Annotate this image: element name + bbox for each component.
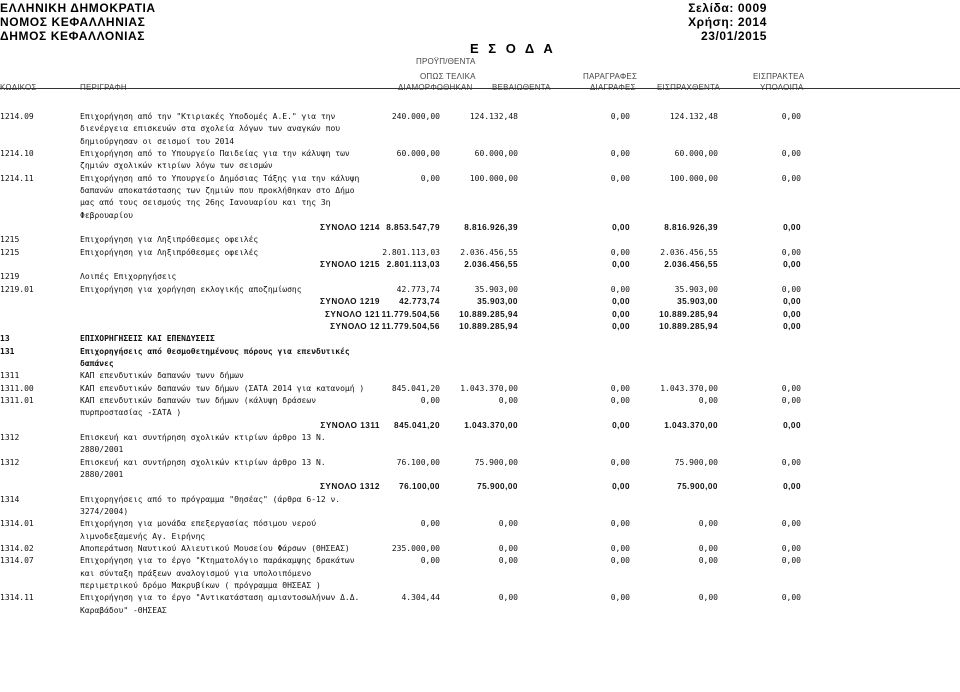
row-code: 1314.07 (0, 556, 34, 566)
row-description: Επιχορήγηση για χορήγηση εκλογικής αποζημίωσης (80, 284, 302, 294)
total-row (0, 260, 960, 272)
value-diagrafes: 0,00 (610, 173, 630, 183)
col-head-eispraktea: ΕΙΣΠΡΑΚΤΕΑ (753, 72, 805, 81)
row-description: Αποπεράτωση Ναυτικού Αλιευτικού Μουσείου Φάρσων (ΘΗΣΕΑΣ) (80, 544, 350, 554)
table-row (0, 396, 960, 408)
table-row (0, 137, 960, 149)
row-code: 1214.11 (0, 173, 34, 183)
value-ypoloipa: 0,00 (781, 112, 801, 121)
value-diagrafes: 0,00 (612, 482, 630, 492)
col-head-prov: ΠΡΟΫΠ/ΘΕΝΤΑ (416, 57, 476, 66)
table-row (0, 347, 960, 359)
row-code: 1311.00 (0, 383, 34, 393)
revenue-table (0, 112, 960, 618)
table-row (0, 272, 960, 284)
value-eisprachthenta: 75.900,00 (674, 457, 718, 467)
value-ypoloipa: 0,00 (783, 482, 801, 492)
row-description: Καραβάδου" -ΘΗΣΕΑΣ (80, 605, 167, 615)
value-eisprachthenta: 2.036.456,55 (664, 260, 718, 270)
value-diamorfothikan: 11.779.504,56 (381, 309, 440, 319)
total-label: ΣΥΝΟΛΟ 1219 (319, 297, 380, 307)
value-diamorfothikan: 2.801.113,03 (382, 247, 440, 257)
table-row (0, 384, 960, 396)
row-description: ΚΑΠ επενδυτικών δαπανών τωνν δήμων (80, 371, 244, 381)
total-label: ΣΥΝΟΛΟ 1214 (319, 223, 380, 233)
table-row (0, 408, 960, 420)
value-diamorfothikan: 8.853.547,79 (386, 223, 440, 233)
value-eisprachthenta: 8.816.926,39 (664, 223, 718, 233)
org-name: ΕΛΛΗΝΙΚΗ ΔΗΜΟΚΡΑΤΙΑ (0, 1, 156, 15)
value-eisprachthenta: 0,00 (698, 519, 718, 529)
value-bebaiothenta: 2.036.456,55 (460, 247, 518, 257)
table-row (0, 248, 960, 260)
table-row (0, 606, 960, 618)
row-description: Επιχορήγηση για μονάδα επεξεργασίας πόσιμου νερού (80, 519, 317, 529)
value-diagrafes: 0,00 (612, 321, 630, 331)
row-description: δημιούργησαν οι σεισμοί του 2014 (80, 136, 235, 146)
table-row (0, 149, 960, 161)
value-eisprachthenta: 0,00 (698, 395, 718, 405)
row-description: μας από τους σεισμούς της 26ης Ιανουαρίου και της 3η (80, 198, 331, 208)
value-eisprachthenta: 0,00 (698, 544, 718, 554)
value-eisprachthenta: 60.000,00 (674, 149, 718, 159)
value-bebaiothenta: 0,00 (498, 395, 518, 405)
row-description: Επιχορήγηση από την "Κτιριακές Υποδομές Α.Ε." για την (80, 112, 336, 121)
row-code: 1311.01 (0, 395, 34, 405)
total-label: ΣΥΝΟΛΟ 1312 (319, 482, 380, 492)
value-bebaiothenta: 124.132,48 (469, 112, 518, 121)
value-diamorfothikan: 0,00 (420, 395, 440, 405)
value-eisprachthenta: 1.043.370,00 (660, 383, 718, 393)
row-code: 1219.01 (0, 284, 34, 294)
value-eisprachthenta: 2.036.456,55 (660, 247, 718, 257)
row-code: 1314.01 (0, 519, 34, 529)
table-row (0, 112, 960, 124)
row-description: ζημιών σχολικών κτιρίων λόγω των σεισμών (80, 161, 273, 171)
value-diagrafes: 0,00 (612, 260, 630, 270)
row-description: πυρπροστασίας -ΣΑΤΑ ) (80, 408, 182, 418)
row-description: ΚΑΠ επενδυτικών δαπανών των δήμων (κάλυψη δράσεων (80, 395, 317, 405)
value-ypoloipa: 0,00 (783, 260, 801, 270)
row-code: 1215 (0, 235, 20, 245)
table-row (0, 161, 960, 173)
prefecture-name: ΝΟΜΟΣ ΚΕΦΑΛΛΗΝΙΑΣ (0, 15, 146, 29)
value-ypoloipa: 0,00 (783, 223, 801, 233)
table-row (0, 569, 960, 581)
col-head-parag: ΠΑΡΑΓΡΑΦΕΣ (583, 72, 638, 81)
row-description: Επισκευή και συντήρηση σχολικών κτιρίων άρθρο 13 Ν. (80, 432, 326, 442)
value-bebaiothenta: 1.043.370,00 (460, 383, 518, 393)
row-code: 1312 (0, 457, 20, 467)
value-bebaiothenta: 100.000,00 (469, 173, 518, 183)
row-code: 1314.02 (0, 544, 34, 554)
row-description: Επιχορηγήσεις από θεσμοθετημένους πόρους για επενδυτικές (80, 346, 350, 356)
value-ypoloipa: 0,00 (781, 556, 801, 566)
row-description: Φεβρουαρίου (80, 210, 133, 220)
value-diamorfothikan: 76.100,00 (399, 482, 440, 492)
value-diamorfothikan: 42.773,74 (399, 297, 440, 307)
table-row (0, 334, 960, 346)
row-code: 13 (0, 334, 10, 344)
value-diamorfothikan: 0,00 (420, 556, 440, 566)
row-code: 131 (0, 346, 15, 356)
row-description: ΚΑΠ επενδυτικών δαπανών των δήμων (ΣΑΤΑ 2014 για κατανομή ) (80, 383, 365, 393)
total-row (0, 223, 960, 235)
value-bebaiothenta: 10.889.285,94 (459, 309, 518, 319)
table-row (0, 470, 960, 482)
table-row (0, 519, 960, 531)
value-eisprachthenta: 100.000,00 (669, 173, 718, 183)
value-diagrafes: 0,00 (610, 149, 630, 159)
value-ypoloipa: 0,00 (781, 173, 801, 183)
table-row (0, 186, 960, 198)
table-row (0, 507, 960, 519)
page-title: Ε Σ Ο Δ Α (470, 41, 556, 56)
row-description: Επιχορήγηση για Ληξιπρόθεσμες οφειλές (80, 247, 259, 257)
value-ypoloipa: 0,00 (783, 321, 801, 331)
value-ypoloipa: 0,00 (781, 149, 801, 159)
row-description: Επιχορήγηση για Ληξιπρόθεσμες οφειλές (80, 235, 259, 245)
table-row (0, 532, 960, 544)
value-ypoloipa: 0,00 (781, 593, 801, 603)
value-bebaiothenta: 0,00 (498, 556, 518, 566)
total-label: ΣΥΝΟΛΟ 121 (325, 309, 380, 319)
value-bebaiothenta: 8.816.926,39 (464, 223, 518, 233)
table-row (0, 359, 960, 371)
row-description: Επιχορηγήσεις από το πρόγραμμα "Θησέας" (άρθρα 6-12 ν. (80, 494, 341, 504)
row-code: 1314 (0, 494, 20, 504)
value-diagrafes: 0,00 (610, 544, 630, 554)
table-row (0, 445, 960, 457)
row-code: 1215 (0, 247, 20, 257)
header-divider (0, 88, 960, 89)
row-description: 2880/2001 (80, 445, 124, 455)
row-description: Επισκευή και συντήρηση σχολικών κτιρίων άρθρο 13 Ν. (80, 457, 326, 467)
value-bebaiothenta: 75.900,00 (477, 482, 518, 492)
table-row (0, 285, 960, 297)
fiscal-year: Χρήση: 2014 (688, 15, 767, 29)
table-row (0, 235, 960, 247)
value-bebaiothenta: 1.043.370,00 (464, 420, 518, 430)
total-label: ΣΥΝΟΛΟ 1311 (320, 420, 380, 430)
table-row (0, 495, 960, 507)
value-diagrafes: 0,00 (610, 519, 630, 529)
row-code: 1214.09 (0, 112, 34, 121)
value-diagrafes: 0,00 (610, 247, 630, 257)
table-row (0, 211, 960, 223)
table-row (0, 581, 960, 593)
row-description: 2880/2001 (80, 469, 124, 479)
value-diamorfothikan: 60.000,00 (396, 149, 440, 159)
row-description: ΕΠΙΧΟΡΗΓΗΣΕΙΣ ΚΑΙ ΕΠΕΝΔΥΣΕΙΣ (80, 334, 215, 344)
value-eisprachthenta: 0,00 (698, 556, 718, 566)
total-row (0, 297, 960, 309)
row-description: περιμετρικού δρόμο Μακρυβίκων ( πρόγραμμα ΘΗΣΕΑΣ ) (80, 581, 321, 591)
value-ypoloipa: 0,00 (781, 457, 801, 467)
value-diamorfothikan: 0,00 (420, 173, 440, 183)
total-row (0, 322, 960, 334)
value-ypoloipa: 0,00 (781, 519, 801, 529)
row-description: 3274/2004) (80, 507, 129, 516)
value-diamorfothikan: 845.041,20 (394, 420, 440, 430)
value-diagrafes: 0,00 (610, 556, 630, 566)
value-eisprachthenta: 10.889.285,94 (659, 309, 718, 319)
row-code: 1312 (0, 432, 20, 442)
value-diagrafes: 0,00 (612, 309, 630, 319)
total-row (0, 421, 960, 433)
value-diamorfothikan: 76.100,00 (396, 457, 440, 467)
row-description: και σύνταξη πράξεων αναλογισμού για υπολοιπόμενο (80, 568, 312, 578)
value-diamorfothikan: 845.041,20 (391, 383, 440, 393)
value-ypoloipa: 0,00 (783, 297, 801, 307)
row-code: 1214.10 (0, 149, 34, 159)
value-diagrafes: 0,00 (610, 112, 630, 121)
value-diamorfothikan: 240.000,00 (391, 112, 440, 121)
value-diagrafes: 0,00 (612, 223, 630, 233)
value-eisprachthenta: 75.900,00 (677, 482, 718, 492)
value-diagrafes: 0,00 (610, 284, 630, 294)
value-eisprachthenta: 10.889.285,94 (659, 321, 718, 331)
row-description: Επιχορήγηση για το έργο "Κτηματολόγιο παράκαμψης δρακάτων (80, 556, 355, 566)
value-diamorfothikan: 0,00 (420, 519, 440, 529)
value-eisprachthenta: 35.903,00 (674, 284, 718, 294)
col-head-opos: ΟΠΩΣ ΤΕΛΙΚΑ (420, 72, 476, 81)
total-label: ΣΥΝΟΛΟ 12 (330, 321, 380, 331)
value-ypoloipa: 0,00 (783, 309, 801, 319)
total-row (0, 482, 960, 494)
row-description: διενέργεια επισκευών στα σχολεία λόγων των αναγκών που (80, 124, 341, 134)
value-diagrafes: 0,00 (610, 383, 630, 393)
row-description: δαπανών αποκατάστασης των ζημιών που προκλήθηκαν στο Δήμο (80, 186, 355, 196)
table-row (0, 544, 960, 556)
row-description: Επιχορήγηση από το Υπουργείο Δημόσιας Τάξης για την κάλυψη (80, 173, 360, 183)
table-row (0, 593, 960, 605)
row-code: 1314.11 (0, 593, 34, 603)
row-description: δαπάνες (80, 358, 114, 368)
value-diagrafes: 0,00 (610, 593, 630, 603)
value-diagrafes: 0,00 (610, 395, 630, 405)
value-bebaiothenta: 35.903,00 (474, 284, 518, 294)
value-bebaiothenta: 2.036.456,55 (464, 260, 518, 270)
value-ypoloipa: 0,00 (781, 383, 801, 393)
table-row (0, 458, 960, 470)
total-row (0, 310, 960, 322)
value-bebaiothenta: 0,00 (498, 519, 518, 529)
value-eisprachthenta: 1.043.370,00 (664, 420, 718, 430)
value-ypoloipa: 0,00 (781, 247, 801, 257)
table-row (0, 124, 960, 136)
value-diagrafes: 0,00 (612, 420, 630, 430)
total-label: ΣΥΝΟΛΟ 1215 (319, 260, 380, 270)
row-description: Επιχορήγηση από το Υπουργείο Παιδείας για την κάλυψη των (80, 149, 350, 159)
value-diamorfothikan: 42.773,74 (396, 284, 440, 294)
table-row (0, 198, 960, 210)
table-row (0, 556, 960, 568)
value-diagrafes: 0,00 (612, 297, 630, 307)
value-bebaiothenta: 75.900,00 (474, 457, 518, 467)
report-date: 23/01/2015 (700, 29, 767, 43)
value-eisprachthenta: 0,00 (698, 593, 718, 603)
value-diamorfothikan: 4.304,44 (401, 593, 440, 603)
value-bebaiothenta: 10.889.285,94 (459, 321, 518, 331)
value-diamorfothikan: 235.000,00 (391, 544, 440, 554)
table-row (0, 174, 960, 186)
value-eisprachthenta: 35.903,00 (677, 297, 718, 307)
value-diamorfothikan: 11.779.504,56 (381, 321, 440, 331)
value-diagrafes: 0,00 (610, 457, 630, 467)
value-bebaiothenta: 0,00 (498, 593, 518, 603)
value-ypoloipa: 0,00 (781, 544, 801, 554)
value-eisprachthenta: 124.132,48 (669, 112, 718, 121)
value-ypoloipa: 0,00 (781, 395, 801, 405)
value-bebaiothenta: 60.000,00 (474, 149, 518, 159)
value-bebaiothenta: 35.903,00 (477, 297, 518, 307)
value-diamorfothikan: 2.801.113,03 (386, 260, 440, 270)
row-description: Λοιπές Επιχορηγήσεις (80, 272, 177, 282)
page-number: Σελίδα: 0009 (688, 1, 767, 15)
row-code: 1311 (0, 371, 20, 381)
row-description: λιμνοδεξαμενής Αγ. Ειρήνης (80, 531, 206, 541)
municipality-name: ΔΗΜΟΣ ΚΕΦΑΛΛΟΝΙΑΣ (0, 29, 146, 43)
value-ypoloipa: 0,00 (783, 420, 801, 430)
row-code: 1219 (0, 272, 20, 282)
table-row (0, 371, 960, 383)
value-ypoloipa: 0,00 (781, 284, 801, 294)
value-bebaiothenta: 0,00 (498, 544, 518, 554)
table-row (0, 433, 960, 445)
row-description: Επιχορήγηση για το έργο "Αντικατάσταση αμιαντοσωλήνων Δ.Δ. (80, 593, 360, 603)
